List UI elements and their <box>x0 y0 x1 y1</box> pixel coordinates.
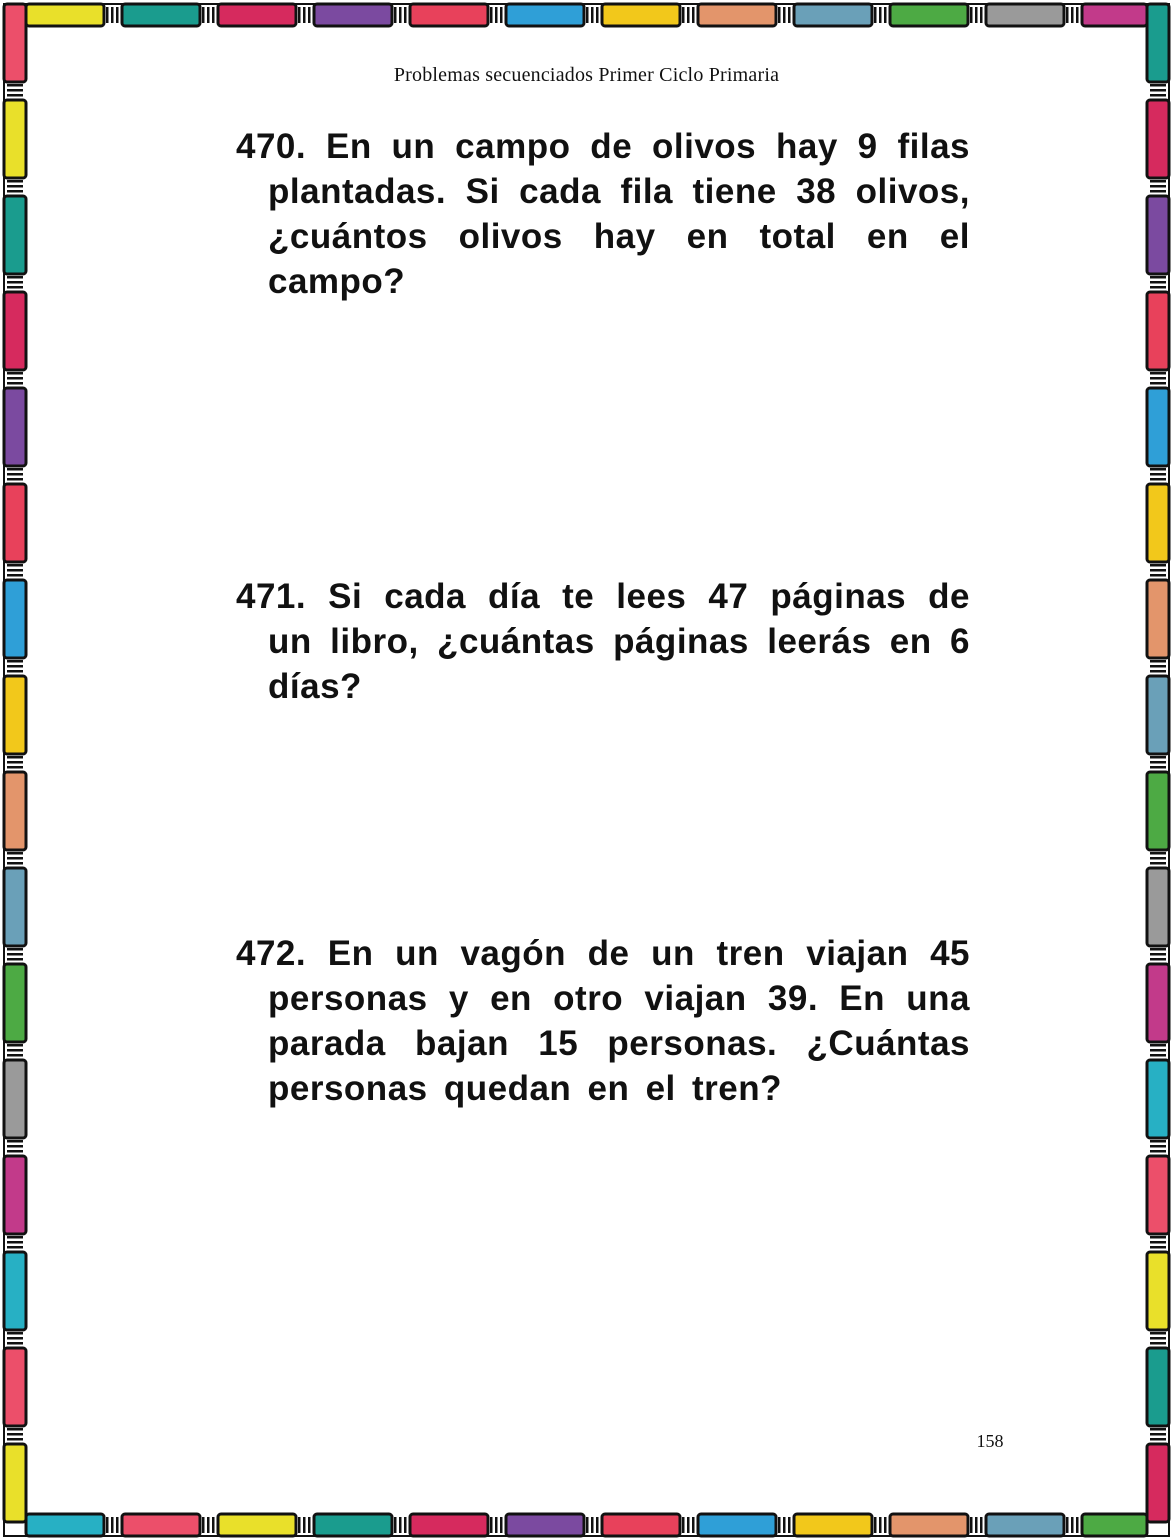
border-segment-bottom <box>410 1514 488 1536</box>
border-tick <box>1071 1517 1074 1533</box>
border-segment-left <box>4 292 26 370</box>
border-tick <box>7 766 23 769</box>
border-tick <box>106 1517 109 1533</box>
border-tick <box>7 953 23 956</box>
border-tick <box>111 1517 114 1533</box>
border-segment-bottom <box>218 1514 296 1536</box>
border-tick <box>1150 473 1166 476</box>
border-segment-left <box>4 1444 26 1522</box>
border-tick <box>1150 953 1166 956</box>
border-tick <box>207 7 210 23</box>
border-tick <box>202 1517 205 1533</box>
border-tick <box>1150 564 1166 567</box>
border-tick <box>884 7 887 23</box>
border-tick <box>682 7 685 23</box>
border-tick <box>692 1517 695 1533</box>
border-tick <box>495 7 498 23</box>
border-tick <box>1150 852 1166 855</box>
border-tick <box>116 1517 119 1533</box>
border-tick <box>106 7 109 23</box>
border-tick <box>7 1246 23 1249</box>
border-tick <box>1150 1145 1166 1148</box>
border-tick <box>1066 1517 1069 1533</box>
border-segment-right <box>1147 772 1169 850</box>
border-tick <box>7 180 23 183</box>
border-tick <box>1150 766 1166 769</box>
border-tick <box>7 852 23 855</box>
border-tick <box>1150 1332 1166 1335</box>
border-tick <box>7 761 23 764</box>
border-segment-left <box>4 1060 26 1138</box>
border-tick <box>308 1517 311 1533</box>
border-tick <box>788 1517 791 1533</box>
problem-472: 472. En un vagón de un tren viajan 45 personas y en otro viajan 39. En una parada bajan 15 personas. ¿Cuántas personas quedan en el tren? <box>236 934 970 1108</box>
border-segment-top <box>698 4 776 26</box>
border-tick <box>7 94 23 97</box>
border-tick <box>490 7 493 23</box>
border-tick <box>7 574 23 577</box>
border-tick <box>1150 1236 1166 1239</box>
border-segment-left <box>4 1348 26 1426</box>
border-segment-right <box>1147 1060 1169 1138</box>
border-tick <box>1150 958 1166 961</box>
border-tick <box>7 276 23 279</box>
border-tick <box>1150 756 1166 759</box>
border-tick <box>298 7 301 23</box>
border-tick <box>7 1428 23 1431</box>
border-segment-bottom <box>602 1514 680 1536</box>
border-tick <box>7 670 23 673</box>
border-tick <box>1150 1342 1166 1345</box>
border-tick <box>1150 660 1166 663</box>
border-tick <box>7 1433 23 1436</box>
border-segment-left <box>4 484 26 562</box>
border-tick <box>212 7 215 23</box>
border-tick <box>1150 1241 1166 1244</box>
border-tick <box>884 1517 887 1533</box>
border-segment-bottom <box>986 1514 1064 1536</box>
border-segment-bottom <box>506 1514 584 1536</box>
border-tick <box>879 7 882 23</box>
border-tick <box>596 7 599 23</box>
border-segment-top <box>314 4 392 26</box>
border-tick <box>7 1145 23 1148</box>
border-tick <box>404 1517 407 1533</box>
border-tick <box>1150 1433 1166 1436</box>
border-segment-left <box>4 196 26 274</box>
border-tick <box>399 1517 402 1533</box>
border-tick <box>212 1517 215 1533</box>
border-tick <box>1150 281 1166 284</box>
border-tick <box>7 190 23 193</box>
border-tick <box>687 7 690 23</box>
border-segment-left <box>4 1252 26 1330</box>
border-segment-right <box>1147 1156 1169 1234</box>
border-segment-right <box>1147 1348 1169 1426</box>
border-tick <box>1150 1337 1166 1340</box>
border-tick <box>1066 7 1069 23</box>
border-tick <box>1150 286 1166 289</box>
border-tick <box>1150 1246 1166 1249</box>
problem-471: 471. Si cada día te lees 47 páginas de un libro, ¿cuántas páginas leerás en 6 días? <box>236 577 970 706</box>
border-segment-right <box>1147 196 1169 274</box>
border-tick <box>783 7 786 23</box>
border-tick <box>303 1517 306 1533</box>
border-tick <box>1150 574 1166 577</box>
border-tick <box>7 1332 23 1335</box>
border-segment-top <box>26 4 104 26</box>
border-tick <box>7 286 23 289</box>
border-tick <box>687 1517 690 1533</box>
border-tick <box>308 7 311 23</box>
border-tick <box>7 473 23 476</box>
page-header-title: Problemas secuenciados Primer Ciclo Primaria <box>393 64 780 86</box>
border-tick <box>7 281 23 284</box>
border-segment-bottom <box>314 1514 392 1536</box>
border-tick <box>692 7 695 23</box>
border-tick <box>1150 185 1166 188</box>
border-segment-left <box>4 1156 26 1234</box>
border-segment-top <box>794 4 872 26</box>
border-tick <box>1150 89 1166 92</box>
border-tick <box>1150 1049 1166 1052</box>
border-tick <box>7 1150 23 1153</box>
border-segment-bottom <box>26 1514 104 1536</box>
border-segment-bottom <box>698 1514 776 1536</box>
border-tick <box>7 1342 23 1345</box>
border-tick <box>7 756 23 759</box>
border-tick <box>207 1517 210 1533</box>
border-tick <box>1150 569 1166 572</box>
border-tick <box>682 1517 685 1533</box>
border-tick <box>399 7 402 23</box>
border-segment-bottom <box>890 1514 968 1536</box>
border-tick <box>1150 857 1166 860</box>
border-segment-top <box>1082 4 1147 26</box>
border-segment-left <box>4 388 26 466</box>
border-tick <box>7 382 23 385</box>
border-tick <box>7 1044 23 1047</box>
border-tick <box>1150 1044 1166 1047</box>
border-segment-bottom <box>1082 1514 1147 1536</box>
border-tick <box>7 857 23 860</box>
border-tick <box>111 7 114 23</box>
border-tick <box>394 7 397 23</box>
border-tick <box>1150 670 1166 673</box>
border-segment-right <box>1147 964 1169 1042</box>
border-segment-right <box>1147 484 1169 562</box>
border-tick <box>303 7 306 23</box>
border-tick <box>298 1517 301 1533</box>
border-segment-bottom <box>122 1514 200 1536</box>
border-tick <box>1150 190 1166 193</box>
border-tick <box>116 7 119 23</box>
border-tick <box>1150 761 1166 764</box>
border-tick <box>7 1140 23 1143</box>
border-tick <box>1150 382 1166 385</box>
border-tick <box>970 1517 973 1533</box>
border-tick <box>586 1517 589 1533</box>
border-segment-left <box>4 964 26 1042</box>
border-tick <box>1150 1140 1166 1143</box>
border-segment-right <box>1147 100 1169 178</box>
border-tick <box>7 1337 23 1340</box>
border-tick <box>874 1517 877 1533</box>
border-tick <box>7 1241 23 1244</box>
border-tick <box>874 7 877 23</box>
border-segment-right <box>1147 580 1169 658</box>
border-tick <box>591 7 594 23</box>
border-segment-left <box>4 676 26 754</box>
border-segment-right <box>1147 1252 1169 1330</box>
border-tick <box>500 7 503 23</box>
border-tick <box>1150 276 1166 279</box>
border-tick <box>7 372 23 375</box>
border-segment-top <box>506 4 584 26</box>
border-tick <box>975 7 978 23</box>
border-segment-right <box>1147 676 1169 754</box>
border-segment-top <box>602 4 680 26</box>
border-segment-top <box>890 4 968 26</box>
border-tick <box>7 89 23 92</box>
border-tick <box>7 377 23 380</box>
border-tick <box>7 665 23 668</box>
border-tick <box>7 948 23 951</box>
border-tick <box>1150 665 1166 668</box>
border-tick <box>7 1438 23 1441</box>
border-tick <box>596 1517 599 1533</box>
border-tick <box>1150 372 1166 375</box>
border-segment-right <box>1147 388 1169 466</box>
border-tick <box>591 1517 594 1533</box>
border-tick <box>1150 1438 1166 1441</box>
border-tick <box>1150 468 1166 471</box>
border-tick <box>7 468 23 471</box>
border-segment-top <box>410 4 488 26</box>
border-tick <box>495 1517 498 1533</box>
border-tick <box>1071 7 1074 23</box>
border-segment-right <box>1147 1444 1169 1522</box>
border-tick <box>980 1517 983 1533</box>
border-tick <box>7 478 23 481</box>
border-tick <box>970 7 973 23</box>
border-tick <box>1076 7 1079 23</box>
border-tick <box>7 1236 23 1239</box>
border-tick <box>1150 948 1166 951</box>
border-tick <box>202 7 205 23</box>
border-tick <box>783 1517 786 1533</box>
border-segment-right <box>1147 868 1169 946</box>
border-tick <box>980 7 983 23</box>
border-tick <box>1150 1054 1166 1057</box>
border-tick <box>788 7 791 23</box>
border-tick <box>586 7 589 23</box>
border-segment-top <box>986 4 1064 26</box>
border-tick <box>7 569 23 572</box>
border-segment-bottom <box>794 1514 872 1536</box>
border-tick <box>7 862 23 865</box>
border-segment-left <box>4 772 26 850</box>
border-segment-left <box>4 868 26 946</box>
border-segment-top <box>218 4 296 26</box>
border-segment-top <box>122 4 200 26</box>
border-tick <box>1150 478 1166 481</box>
border-segment-left <box>4 100 26 178</box>
border-tick <box>1076 1517 1079 1533</box>
page-number: 158 <box>976 1431 1004 1451</box>
border-tick <box>1150 94 1166 97</box>
border-tick <box>1150 377 1166 380</box>
border-tick <box>7 564 23 567</box>
border-tick <box>404 7 407 23</box>
border-tick <box>879 1517 882 1533</box>
border-tick <box>7 660 23 663</box>
border-tick <box>1150 862 1166 865</box>
border-tick <box>7 185 23 188</box>
border-tick <box>500 1517 503 1533</box>
border-tick <box>7 1054 23 1057</box>
border-tick <box>7 958 23 961</box>
border-tick <box>975 1517 978 1533</box>
problem-470: 470. En un campo de olivos hay 9 filas plantadas. Si cada fila tiene 38 olivos, ¿cuántos olivos hay en total en el campo? <box>236 127 970 301</box>
border-tick <box>778 1517 781 1533</box>
border-tick <box>1150 180 1166 183</box>
border-segment-right <box>1147 292 1169 370</box>
border-tick <box>1150 1150 1166 1153</box>
border-tick <box>490 1517 493 1533</box>
border-tick <box>1150 1428 1166 1431</box>
border-segment-left <box>4 580 26 658</box>
border-tick <box>394 1517 397 1533</box>
border-tick <box>7 1049 23 1052</box>
border-tick <box>778 7 781 23</box>
